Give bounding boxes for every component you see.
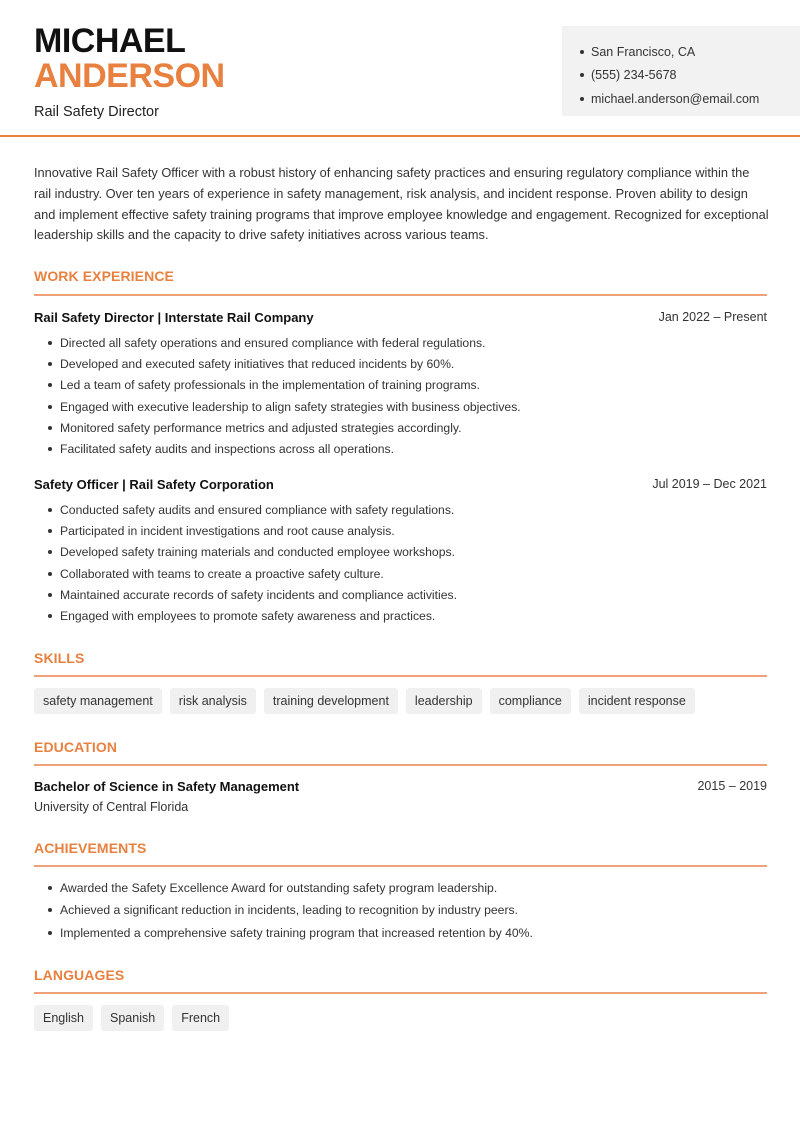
list-item — [34, 605, 754, 626]
name-block — [34, 24, 225, 120]
bullet-icon — [48, 614, 52, 618]
section-divider — [34, 675, 767, 677]
section-title-achievements: ACHIEVEMENTS — [34, 840, 147, 856]
list-item — [34, 375, 754, 396]
job-heading: Rail Safety Director | Interstate Rail Company — [34, 310, 314, 325]
list-item-text: Participated in incident investigations and root cause analysis. — [60, 523, 395, 538]
bullet-icon — [48, 908, 52, 912]
list-item — [34, 542, 754, 563]
skill-tag: incident response — [579, 688, 695, 714]
bullet-icon — [48, 550, 52, 554]
list-item-text: Awarded the Safety Excellence Award for outstanding safety program leadership. — [60, 881, 498, 896]
languages-tags — [34, 1005, 229, 1031]
job-heading: Safety Officer | Rail Safety Corporation — [34, 477, 274, 492]
bullet-icon — [48, 508, 52, 512]
list-item-text: Achieved a significant reduction in incidents, leading to recognition by industry peers. — [60, 903, 518, 918]
language-tag: English — [34, 1005, 93, 1031]
list-item — [34, 499, 754, 520]
list-item-text: Maintained accurate records of safety incidents and compliance activities. — [60, 587, 457, 602]
resume-header — [0, 0, 800, 137]
job-dates: Jul 2019 – Dec 2021 — [652, 477, 767, 491]
skill-tag: compliance — [490, 688, 571, 714]
section-divider — [34, 764, 767, 766]
bullet-icon — [48, 383, 52, 387]
bullet-icon — [48, 593, 52, 597]
language-tag: French — [172, 1005, 229, 1031]
list-item-text: Engaged with employees to promote safety awareness and practices. — [60, 609, 436, 624]
list-item — [34, 563, 754, 584]
bullet-icon — [48, 341, 52, 345]
first-name: MICHAEL — [34, 22, 186, 60]
degree-title: Bachelor of Science in Safety Management — [34, 779, 300, 794]
list-item-text: Led a team of safety professionals in the implementation of training programs. — [60, 378, 481, 393]
job-bullets — [34, 499, 754, 627]
section-divider — [34, 992, 767, 994]
contact-email-text[interactable]: michael.anderson@email.com — [591, 91, 760, 106]
school-name: University of Central Florida — [34, 800, 189, 814]
skill-tag: safety management — [34, 688, 162, 714]
list-item-text: Developed and executed safety initiatives that reduced incidents by 60%. — [60, 356, 455, 371]
section-title-languages: LANGUAGES — [34, 967, 125, 983]
skill-tag: training development — [264, 688, 398, 714]
contact-phone-text: (555) 234-5678 — [591, 68, 677, 83]
bullet-icon — [580, 73, 584, 77]
job-title: Rail Safety Director — [34, 104, 159, 120]
list-item-text: Directed all safety operations and ensured compliance with federal regulations. — [60, 335, 486, 350]
contact-phone — [580, 64, 800, 88]
list-item-text: Facilitated safety audits and inspections across all operations. — [60, 442, 394, 457]
skill-tag: leadership — [406, 688, 482, 714]
bullet-icon — [48, 931, 52, 935]
contact-location-text: San Francisco, CA — [591, 44, 696, 59]
section-title-work: WORK EXPERIENCE — [34, 268, 174, 284]
list-item-text: Collaborated with teams to create a proactive safety culture. — [60, 566, 384, 581]
list-item — [34, 922, 754, 944]
job-bullets — [34, 332, 754, 460]
list-item-text: Implemented a comprehensive safety training program that increased retention by 40%. — [60, 925, 533, 940]
list-item-text: Engaged with executive leadership to align safety strategies with business objectives. — [60, 399, 521, 414]
list-item-text: Conducted safety audits and ensured compliance with safety regulations. — [60, 502, 455, 517]
list-item — [34, 396, 754, 417]
bullet-icon — [580, 50, 584, 54]
list-item — [34, 438, 754, 459]
skill-tag: risk analysis — [170, 688, 256, 714]
list-item — [34, 899, 754, 921]
list-item — [34, 332, 754, 353]
list-item-text: Monitored safety performance metrics and adjusted strategies accordingly. — [60, 420, 462, 435]
language-tag: Spanish — [101, 1005, 164, 1031]
list-item — [34, 520, 754, 541]
list-item — [34, 417, 754, 438]
section-title-skills: SKILLS — [34, 650, 85, 666]
bullet-icon — [48, 362, 52, 366]
bullet-icon — [48, 572, 52, 576]
section-divider — [34, 865, 767, 867]
job-dates: Jan 2022 – Present — [658, 310, 767, 324]
contact-box — [562, 26, 800, 116]
skills-tags — [34, 688, 695, 714]
section-divider — [34, 294, 767, 296]
achievements-list — [34, 877, 754, 944]
list-item — [34, 353, 754, 374]
last-name: ANDERSON — [34, 57, 225, 95]
bullet-icon — [48, 426, 52, 430]
section-title-education: EDUCATION — [34, 739, 118, 755]
bullet-icon — [48, 886, 52, 890]
list-item — [34, 877, 754, 899]
summary: Innovative Rail Safety Officer with a robust history of enhancing safety practices and ensuring regulatory compliance within the rail industry. Over ten years of experience in safety management, risk analysis, and incident response. Proven ability to design and implement effective safety training programs that improve employee knowledge and engagement. Recognized for exceptional leadership skills and the capacity to drive safety initiatives across various teams. — [34, 165, 769, 243]
contact-location — [580, 40, 800, 64]
list-item — [34, 584, 754, 605]
bullet-icon — [48, 405, 52, 409]
bullet-icon — [580, 97, 584, 101]
contact-email[interactable] — [580, 87, 800, 111]
bullet-icon — [48, 529, 52, 533]
list-item-text: Developed safety training materials and conducted employee workshops. — [60, 545, 455, 560]
bullet-icon — [48, 447, 52, 451]
education-dates: 2015 – 2019 — [697, 779, 767, 793]
